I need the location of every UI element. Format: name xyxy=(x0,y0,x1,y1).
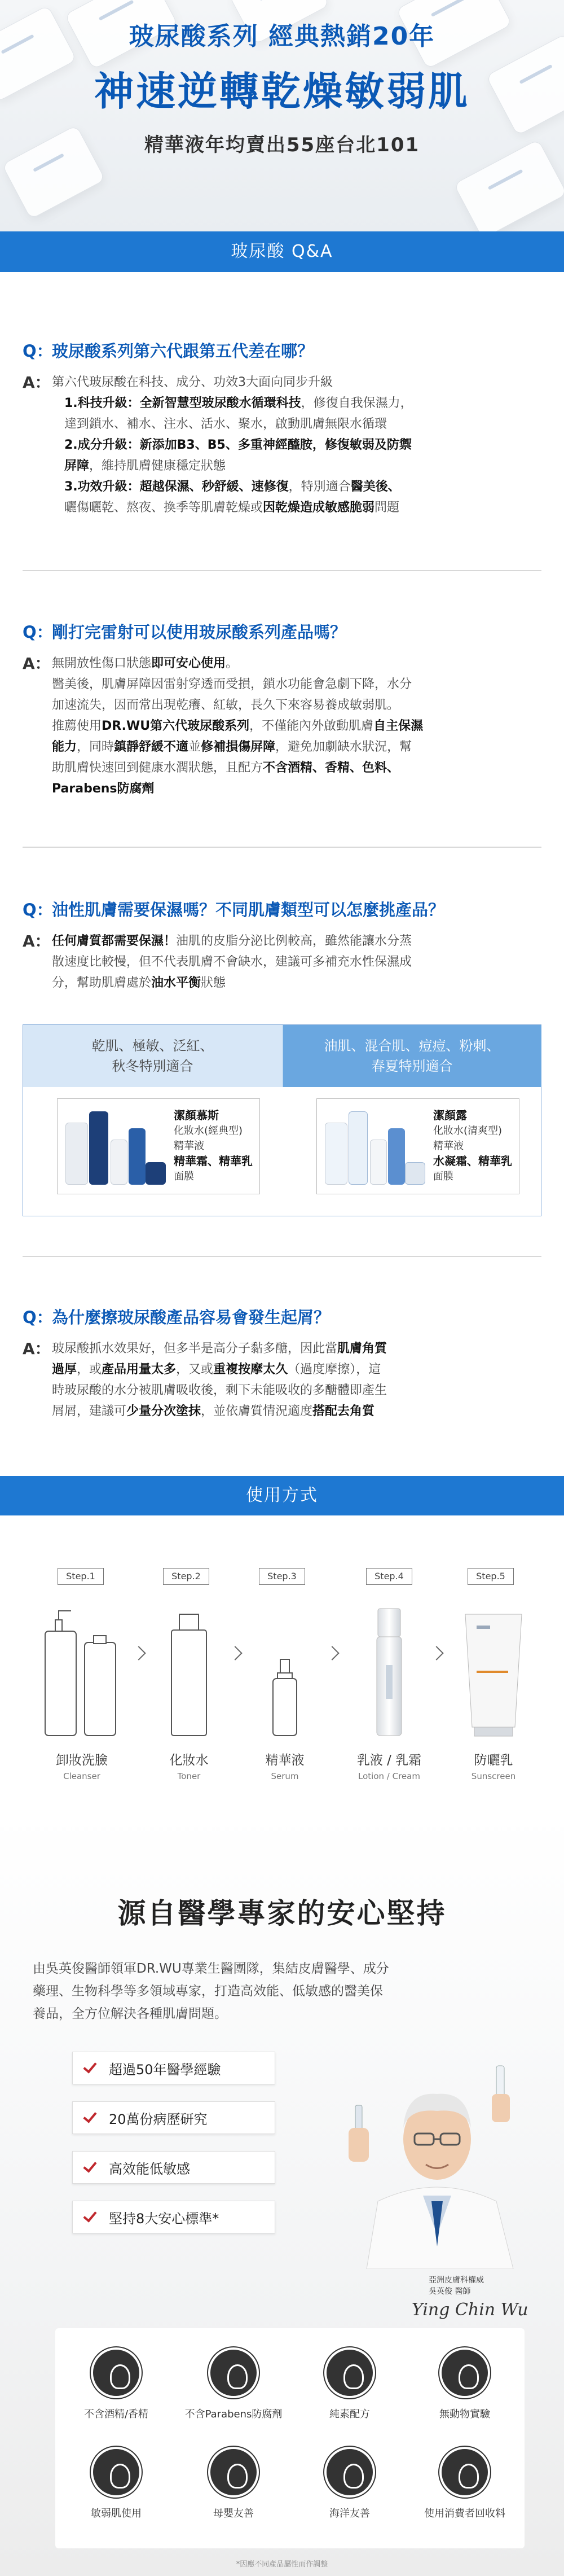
answer-emphasis: DR.WU第六代玻尿酸系列 xyxy=(102,719,250,733)
chevron-right-icon xyxy=(325,1646,339,1660)
answer-emphasis: 搭配去角質 xyxy=(312,1404,375,1418)
step-sublabel: Sunscreen xyxy=(471,1771,516,1781)
chevron-right-icon xyxy=(228,1646,242,1660)
answer-line xyxy=(52,674,423,695)
answer-run: 第六代玻尿酸在科技、成分、功效3大面向同步升級 xyxy=(52,375,333,389)
question: Q： 玻尿酸系列第六代跟第五代差在哪？ xyxy=(23,339,541,362)
check-item xyxy=(72,2151,275,2184)
parabens-free-icon xyxy=(208,2347,259,2398)
answer-run: 推薦使用 xyxy=(52,719,102,733)
intro-line: 由吳英俊醫師領軍DR.WU專業生醫團隊，集結皮膚醫學、成分 xyxy=(33,1961,389,1976)
badge-label: 海洋友善 xyxy=(329,2508,370,2520)
step-label: 乳液 / 乳霜 xyxy=(356,1753,422,1768)
answer-run: 屑屑，建議可 xyxy=(52,1404,127,1418)
badge xyxy=(293,2347,406,2421)
badge xyxy=(177,2347,290,2421)
product-bottle xyxy=(89,1111,108,1185)
step-label: 卸妝洗臉 xyxy=(56,1753,108,1768)
check-item xyxy=(72,2201,275,2233)
product-lineup-image xyxy=(320,1102,428,1190)
answer-emphasis: 少量分次塗抹 xyxy=(126,1404,201,1418)
answer-run: 分，幫助肌膚處於 xyxy=(52,976,152,990)
answer-emphasis: 2.成分升級：新添加B3、B5、多重神經醯胺，修復敏弱及防禦 xyxy=(64,438,412,452)
divider xyxy=(23,570,541,571)
intro-line: 藥理、生物科學等多領域專家，打造高效能、低敏感的醫美保 xyxy=(33,1984,383,1999)
hero-title: 神速逆轉乾燥敏弱肌 xyxy=(94,68,470,115)
divider xyxy=(23,1256,541,1257)
hero-banner xyxy=(0,0,564,231)
question: Q： 油性肌膚需要保濕嗎？不同肌膚類型可以怎麼挑產品？ xyxy=(23,897,541,921)
dry-skin-header xyxy=(23,1025,282,1087)
credential-line: 吳英俊 醫師 xyxy=(429,2287,471,2296)
product-item: 化妝水(經典型) xyxy=(174,1125,243,1137)
answer-line xyxy=(52,497,413,518)
qa-item-4 xyxy=(23,1305,541,1422)
ocean-friendly-icon xyxy=(324,2447,375,2498)
answer-run: ，並依膚質情況適度 xyxy=(201,1404,313,1418)
step-label: 防曬乳 xyxy=(474,1753,513,1768)
answer-run: ，特別適合 xyxy=(288,480,351,494)
answer-run: 醫美後，肌膚屏障因雷射穿透而受損，鎖水功能會急劇下降，水分 xyxy=(52,677,412,691)
answer-line xyxy=(52,393,413,414)
hero-text xyxy=(0,16,564,157)
answer-line xyxy=(52,716,423,737)
product-item: 化妝水(清爽型) xyxy=(433,1125,503,1137)
badge xyxy=(60,2447,173,2520)
answer-run: 助肌膚快速回到健康水潤狀態，且配方 xyxy=(52,761,263,775)
product-item: 面膜 xyxy=(174,1171,194,1182)
dry-skin-product-card xyxy=(57,1098,260,1194)
step-5-tag xyxy=(460,1568,522,1585)
answer-line xyxy=(52,414,413,435)
product-bottle xyxy=(129,1128,146,1185)
answer-line xyxy=(52,1401,387,1422)
vegan-icon xyxy=(324,2347,375,2398)
step-1-tag xyxy=(50,1568,112,1585)
answer-run: 散速度比較慢，但不代表肌膚不會缺水，建議可多補充水性保濕成 xyxy=(52,955,412,969)
step-4-tag xyxy=(358,1568,420,1585)
check-item xyxy=(72,2101,275,2134)
check-text: 超過50年醫學經驗 xyxy=(109,2061,221,2078)
badge-label: 不含Parabens防腐劑 xyxy=(184,2408,283,2420)
product-item: 面膜 xyxy=(433,1171,453,1182)
step-label: 精華液 xyxy=(265,1753,305,1768)
hero-subtitle: 玻尿酸系列 經典熱銷20年 xyxy=(129,22,435,51)
answer-run: ，同時 xyxy=(77,740,114,754)
skin-type-table xyxy=(23,1024,541,1216)
header-line: 春夏特別適合 xyxy=(371,1058,453,1074)
checkmark-icon xyxy=(83,2111,96,2124)
answer-emphasis: Parabens防腐劑 xyxy=(52,782,155,796)
safety-badges-panel xyxy=(55,2328,525,2548)
badge xyxy=(408,2447,521,2520)
cruelty-free-icon xyxy=(439,2347,490,2398)
doctor-credentials xyxy=(429,2275,484,2297)
answer-line xyxy=(52,1338,387,1359)
answer-run: ，又或 xyxy=(176,1363,214,1377)
answer-line xyxy=(52,476,413,497)
usage-section-header: 使用方式 xyxy=(0,1476,564,1515)
step-3-tag xyxy=(251,1568,313,1585)
product-list xyxy=(174,1108,253,1184)
answer-run: 並 xyxy=(188,740,201,754)
step-sublabel: Lotion / Cream xyxy=(358,1771,420,1781)
lotion-pump-bottle-icon xyxy=(367,1603,412,1738)
credential-line: 亞洲皮膚科權威 xyxy=(429,2276,484,2285)
answer-line xyxy=(52,455,413,476)
answer-run: 問題 xyxy=(374,501,400,515)
check-text: 高效能低敏感 xyxy=(109,2161,190,2177)
question-text: 為什麼擦玻尿酸產品容易會發生起屑？ xyxy=(52,1308,331,1327)
step-tag: Step.3 xyxy=(259,1568,305,1585)
header-line: 油肌、混合肌、痘痘、粉刺、 xyxy=(324,1038,500,1054)
answer-emphasis: 鎮靜舒緩不適 xyxy=(114,740,189,754)
answer-emphasis: 油水平衡 xyxy=(151,976,201,990)
question-text: 剛打完雷射可以使用玻尿酸系列產品嗎？ xyxy=(52,623,347,642)
answer-line xyxy=(52,757,423,778)
answer-line xyxy=(52,695,423,716)
answer-line xyxy=(52,778,423,799)
qa-item-1 xyxy=(23,339,541,518)
badge xyxy=(408,2347,521,2421)
answer-emphasis: 任何膚質都需要保濕！ xyxy=(52,934,177,948)
qa-section-header: 玻尿酸 Q&A xyxy=(0,231,564,272)
answer-text xyxy=(52,1338,387,1422)
product-item: 精華霜、精華乳 xyxy=(174,1154,253,1168)
answer-run: 曬傷曬乾、熬夜、換季等肌膚乾燥或 xyxy=(64,501,263,515)
toner-bottle-icon xyxy=(164,1603,214,1738)
product-item: 潔顏慕斯 xyxy=(174,1109,219,1122)
sunscreen-tube-icon xyxy=(460,1603,527,1738)
answer-line xyxy=(52,1380,387,1401)
answer-text xyxy=(52,372,413,518)
divider xyxy=(23,847,541,848)
chevron-right-icon xyxy=(131,1646,146,1660)
badge xyxy=(60,2347,173,2421)
checkmark-icon xyxy=(83,2210,96,2224)
product-item: 潔顏露 xyxy=(433,1109,467,1122)
answer-run: ，避免加劇缺水狀況，幫 xyxy=(275,740,412,754)
badge xyxy=(293,2447,406,2520)
answer-run: 時玻尿酸的水分被肌膚吸收後，剩下未能吸收的多醣體即產生 xyxy=(52,1383,387,1397)
answer-emphasis: 1.科技升級：全新智慧型玻尿酸水循環科技 xyxy=(64,396,301,410)
check-item xyxy=(72,2052,275,2084)
product-bottle xyxy=(65,1123,88,1185)
badge-label: 純素配方 xyxy=(329,2408,370,2420)
badge-label: 無動物實驗 xyxy=(439,2408,490,2420)
intro-line: 養品，全方位解決各種肌膚問題。 xyxy=(33,2007,227,2021)
badge xyxy=(177,2447,290,2520)
answer-emphasis: 不含酒精、香精、色料、 xyxy=(263,761,400,775)
answer-emphasis: 因乾燥造成敏感脆弱 xyxy=(263,501,375,515)
check-text: 20萬份病歷研究 xyxy=(109,2111,208,2127)
doctor-portrait xyxy=(344,2032,530,2269)
check-text: 堅持8大安心標準* xyxy=(109,2210,219,2227)
step-2-tag xyxy=(155,1568,217,1585)
answer-run: 。 xyxy=(226,656,239,671)
answer-line xyxy=(52,931,412,952)
answer-emphasis: 自主保濕 xyxy=(373,719,424,733)
cleanser-bottles-icon xyxy=(39,1603,124,1738)
answer-run: 加速流失，因而常出現乾癢、紅敏，長久下來容易養成敏弱肌。 xyxy=(52,698,400,712)
answer-line xyxy=(52,435,413,455)
product-jar xyxy=(146,1162,166,1185)
step-sublabel: Serum xyxy=(271,1771,299,1781)
oily-skin-product-card xyxy=(316,1098,519,1194)
answer-emphasis: 產品用量太多 xyxy=(102,1363,177,1377)
answer-run: 玻尿酸抓水效果好，但多半是高分子黏多醣，因此當 xyxy=(52,1342,338,1356)
question: Q： 剛打完雷射可以使用玻尿酸系列產品嗎？ xyxy=(23,620,541,643)
answer-emphasis: 醫美後、 xyxy=(350,480,400,494)
answer: A： 無開放性傷口狀態即可安心使用。 醫美後，肌膚屏障因雷射穿透而受損，鎖水功能會急劇下降，水分 加速流失，因而常出現乾癢、紅敏，長久下來容易養成敏弱肌。 推薦使用DR.WU第六代玻尿酸系列，不僅能內外啟動肌膚自主保濕 能力，同時鎮靜舒緩不適並修補損傷屏障，避免加劇缺水狀況，幫 助肌膚快速回到健康水潤狀態，且配方不含酒精、香精、色料、 Parabens防腐劑 xyxy=(23,653,541,799)
answer-run: ，不僅能內外啟動肌膚 xyxy=(249,719,374,733)
oily-skin-header xyxy=(283,1025,541,1087)
step-sublabel: Cleanser xyxy=(63,1771,100,1781)
header-line: 乾肌、極敏、泛紅、 xyxy=(91,1038,214,1054)
product-list xyxy=(433,1108,512,1184)
answer-text xyxy=(52,653,423,799)
answer-emphasis: 屏障 xyxy=(64,459,90,473)
sensitive-skin-icon xyxy=(91,2447,142,2498)
expert-intro xyxy=(33,1957,518,2025)
question: Q： 為什麼擦玻尿酸產品容易會發生起屑？ xyxy=(23,1305,541,1328)
chevron-right-icon xyxy=(429,1646,443,1660)
badge-label: 使用消費者回收料 xyxy=(424,2508,505,2520)
product-item: 精華液 xyxy=(174,1140,204,1152)
product-bottle xyxy=(388,1128,405,1185)
qa-item-2 xyxy=(23,620,541,799)
product-item: 水凝霜、精華乳 xyxy=(433,1154,512,1168)
answer-emphasis: 肌膚角質 xyxy=(337,1342,387,1356)
answer-emphasis: 3.功效升級：超越保濕、秒舒緩、速修復 xyxy=(64,480,289,494)
product-lineup-image xyxy=(61,1102,168,1190)
header-line: 秋冬特別適合 xyxy=(112,1058,193,1074)
answer-run: 達到鎖水、補水、注水、活水、聚水，啟動肌膚無限水循環 xyxy=(64,417,387,431)
step-tag: Step.4 xyxy=(366,1568,412,1585)
answer: A： 第六代玻尿酸在科技、成分、功效3大面向同步升級 1.科技升級：全新智慧型玻尿酸水循環科技，修復自我保濕力， 達到鎖水、補水、注水、活水、聚水，啟動肌膚無限水循環 2.成分升級：新添加B3、B5、多重神經醯胺，修復敏弱及防禦 屏障，維持肌膚健康穩定狀態 3.功效升級：超越保濕、秒舒緩、速修復，特別適合醫美後、 曬傷曬乾、熬夜、換季等肌膚乾燥或因乾燥造成敏感脆弱問題 xyxy=(23,372,541,518)
step-tag: Step.5 xyxy=(468,1568,514,1585)
answer: A： 任何膚質都需要保濕！油肌的皮脂分泌比例較高，雖然能讓水分蒸 散速度比較慢，但不代表肌膚不會缺水，建議可多補充水性保濕成 分，幫助肌膚處於油水平衡狀態 xyxy=(23,931,541,993)
step-label: 化妝水 xyxy=(169,1753,209,1768)
expert-title: 源自醫學專家的安心堅持 xyxy=(117,1897,447,1930)
doctor-signature: Ying Chin Wu xyxy=(412,2300,528,2320)
answer-line xyxy=(52,653,423,674)
answer-line xyxy=(52,972,412,993)
answer-run: ，或 xyxy=(77,1363,102,1377)
question-text: 玻尿酸系列第六代跟第五代差在哪？ xyxy=(52,341,314,361)
answer: A： 玻尿酸抓水效果好，但多半是高分子黏多醣，因此當肌膚角質 過厚，或產品用量太多，又或重複按摩太久（過度摩擦），這 時玻尿酸的水分被肌膚吸收後，剩下未能吸收的多醣體即產生 屑屑，建議可少量分次塗抹，並依膚質情況適度搭配去角質 xyxy=(23,1338,541,1422)
answer-run: ，維持肌膚健康穩定狀態 xyxy=(89,459,226,473)
step-tag: Step.1 xyxy=(58,1568,104,1585)
answer-emphasis: 修補損傷屏障 xyxy=(201,740,276,754)
serum-dropper-icon xyxy=(265,1603,305,1738)
footnote: *因應不同產品屬性而作調整 xyxy=(236,2560,328,2569)
answer-line xyxy=(52,737,423,757)
answer-emphasis: 能力 xyxy=(52,740,77,754)
product-item: 精華液 xyxy=(433,1140,464,1152)
product-bottle xyxy=(111,1140,127,1185)
product-bottle xyxy=(325,1123,347,1185)
answer-emphasis: 即可安心使用 xyxy=(151,656,226,671)
qa-item-3 xyxy=(23,897,541,993)
answer-run: 油肌的皮脂分泌比例較高，雖然能讓水分蒸 xyxy=(176,934,412,948)
question-text: 油性肌膚需要保濕嗎？不同肌膚類型可以怎麼挑產品？ xyxy=(52,900,445,919)
answer-run: （過度摩擦），這 xyxy=(288,1363,381,1377)
checkmark-icon xyxy=(83,2061,96,2075)
product-jar xyxy=(405,1162,425,1185)
answer-line xyxy=(52,1359,387,1380)
pcr-recycle-icon xyxy=(439,2447,490,2498)
answer-run: ，修復自我保濕力， xyxy=(301,396,413,410)
answer-line xyxy=(52,952,412,972)
answer-run: 狀態 xyxy=(201,976,226,990)
answer-text xyxy=(52,931,412,993)
product-bottle xyxy=(370,1140,387,1185)
badge-label: 敏弱肌使用 xyxy=(91,2508,142,2520)
answer-emphasis: 重複按摩太久 xyxy=(213,1363,288,1377)
badge-label: 不含酒精/香精 xyxy=(83,2408,149,2420)
answer-emphasis: 過厚 xyxy=(52,1363,77,1377)
answer-line xyxy=(52,372,413,393)
answer-run: 無開放性傷口狀態 xyxy=(52,656,152,671)
hero-tagline: 精華液年均賣出55座台北101 xyxy=(144,134,420,156)
badge-label: 母嬰友善 xyxy=(213,2508,254,2520)
checkmark-icon xyxy=(83,2161,96,2174)
step-tag: Step.2 xyxy=(163,1568,209,1585)
step-sublabel: Toner xyxy=(177,1771,201,1781)
mom-baby-icon xyxy=(208,2447,259,2498)
product-bottle xyxy=(349,1111,368,1185)
alcohol-free-icon xyxy=(91,2347,142,2398)
